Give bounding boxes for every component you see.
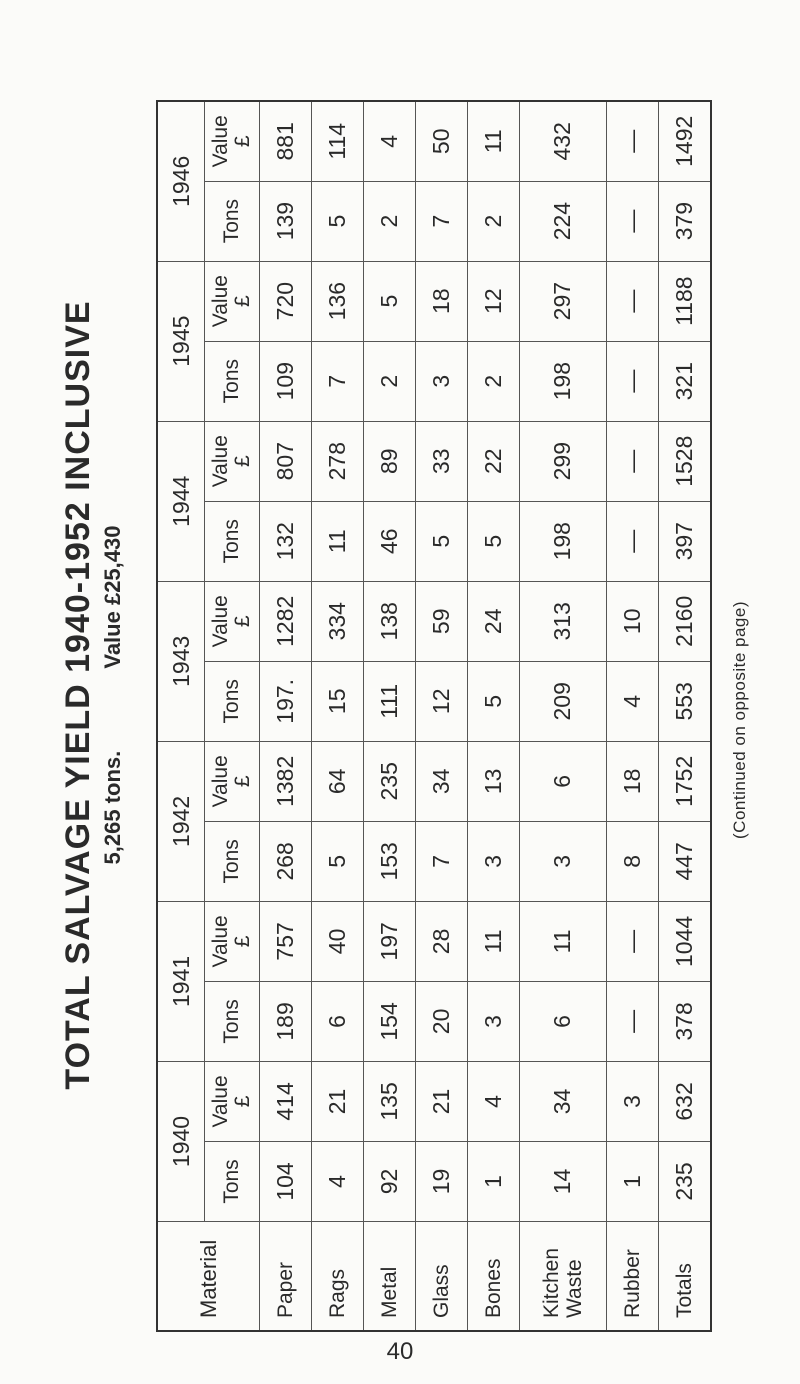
tons-cell: 92 [363, 1141, 415, 1221]
year-header-row [157, 101, 205, 1331]
tons-cell: 189 [260, 981, 312, 1061]
value-cell: 89 [363, 421, 415, 501]
tons-cell: 553 [658, 661, 711, 741]
tons-cell: 5 [467, 501, 519, 581]
year-header: 1945 [157, 261, 205, 421]
value-cell: 2160 [658, 581, 711, 661]
table-row [658, 101, 711, 1331]
value-cell: 114 [311, 101, 363, 181]
tons-cell: 198 [519, 341, 606, 421]
tons-cell: 2 [363, 341, 415, 421]
tons-cell: 5 [311, 821, 363, 901]
tons-cell: — [606, 981, 658, 1061]
tons-cell: 7 [415, 821, 467, 901]
tons-cell: 268 [260, 821, 312, 901]
table-row [467, 101, 519, 1331]
tons-cell: 1 [467, 1141, 519, 1221]
tons-cell: 4 [311, 1141, 363, 1221]
material-cell: Kitchen Waste [519, 1222, 606, 1332]
value-cell: 432 [519, 101, 606, 181]
tons-cell: 5 [311, 181, 363, 261]
material-cell: Glass [415, 1222, 467, 1332]
table-row [363, 101, 415, 1331]
tons-cell: 104 [260, 1141, 312, 1221]
tons-cell: — [606, 341, 658, 421]
tons-cell: 153 [363, 821, 415, 901]
value-cell: 297 [519, 261, 606, 341]
tons-header: Tons [205, 341, 260, 421]
value-header-label: Value [209, 755, 232, 808]
tons-cell: 2 [467, 181, 519, 261]
value-cell: 720 [260, 261, 312, 341]
value-cell: 22 [467, 421, 519, 501]
tons-cell: 198 [519, 501, 606, 581]
tons-cell: 139 [260, 181, 312, 261]
page-heading [58, 50, 130, 1340]
value-cell: 28 [415, 901, 467, 981]
value-cell: 757 [260, 901, 312, 981]
tons-cell: 111 [363, 661, 415, 741]
tons-header: Tons [205, 181, 260, 261]
value-cell: 5 [363, 261, 415, 341]
value-cell: 11 [467, 101, 519, 181]
value-cell: 1044 [658, 901, 711, 981]
tons-cell: 1 [606, 1141, 658, 1221]
tons-cell: 2 [363, 181, 415, 261]
value-unit: £ [231, 135, 254, 148]
value-cell: 21 [311, 1061, 363, 1141]
value-cell: 881 [260, 101, 312, 181]
table-row [415, 101, 467, 1331]
tons-cell: 2 [467, 341, 519, 421]
continued-note: (Continued on opposite page) [730, 601, 749, 839]
salvage-table-container [156, 100, 712, 1332]
tons-cell: 3 [467, 981, 519, 1061]
value-cell: 807 [260, 421, 312, 501]
tons-cell: 321 [658, 341, 711, 421]
value-cell: 138 [363, 581, 415, 661]
value-cell: 34 [519, 1061, 606, 1141]
tons-header: Tons [205, 501, 260, 581]
tons-cell: 3 [519, 821, 606, 901]
value-cell: 24 [467, 581, 519, 661]
value-cell: 6 [519, 741, 606, 821]
value-cell: 278 [311, 421, 363, 501]
year-header: 1946 [157, 101, 205, 261]
total-tons: 5,265 tons. [100, 750, 125, 865]
tons-cell: 12 [415, 661, 467, 741]
value-header-label: Value [209, 435, 232, 488]
value-cell: 334 [311, 581, 363, 661]
value-cell: 1282 [260, 581, 312, 661]
value-cell: 59 [415, 581, 467, 661]
value-unit: £ [231, 1095, 254, 1108]
year-header: 1940 [157, 1061, 205, 1221]
value-cell: 34 [415, 741, 467, 821]
value-cell: 3 [606, 1061, 658, 1141]
value-cell: 11 [519, 901, 606, 981]
material-header: Material [157, 1222, 260, 1332]
page-number: 40 [386, 1338, 414, 1365]
value-header [205, 421, 260, 501]
value-header-label: Value [209, 915, 232, 968]
tons-cell: 224 [519, 181, 606, 261]
tons-cell: 109 [260, 341, 312, 421]
value-header-label: Value [209, 115, 232, 168]
value-cell: 1752 [658, 741, 711, 821]
value-cell: 313 [519, 581, 606, 661]
value-header-label: Value [209, 1075, 232, 1128]
value-cell: 33 [415, 421, 467, 501]
value-unit: £ [231, 935, 254, 948]
value-header-label: Value [209, 595, 232, 648]
tons-cell: 11 [311, 501, 363, 581]
value-cell: 12 [467, 261, 519, 341]
tons-cell: 3 [467, 821, 519, 901]
tons-cell: 235 [658, 1141, 711, 1221]
tons-cell: 4 [606, 661, 658, 741]
year-header: 1941 [157, 901, 205, 1061]
material-cell: Totals [658, 1222, 711, 1332]
value-cell: — [606, 261, 658, 341]
tons-cell: 5 [415, 501, 467, 581]
value-cell: — [606, 901, 658, 981]
table-row [519, 101, 606, 1331]
value-cell: — [606, 421, 658, 501]
tons-cell: 3 [415, 341, 467, 421]
value-header [205, 741, 260, 821]
value-cell: 235 [363, 741, 415, 821]
value-cell: 4 [467, 1061, 519, 1141]
tons-cell: 19 [415, 1141, 467, 1221]
material-cell: Bones [467, 1222, 519, 1332]
tons-header: Tons [205, 661, 260, 741]
tons-header: Tons [205, 1141, 260, 1221]
table-row [260, 101, 312, 1331]
year-header: 1943 [157, 581, 205, 741]
tons-cell: 378 [658, 981, 711, 1061]
value-header [205, 581, 260, 661]
value-cell: 10 [606, 581, 658, 661]
material-cell: Metal [363, 1222, 415, 1332]
value-cell: 40 [311, 901, 363, 981]
table-row [311, 101, 363, 1331]
value-cell: 135 [363, 1061, 415, 1141]
value-cell: — [606, 101, 658, 181]
value-header [205, 101, 260, 181]
value-cell: 299 [519, 421, 606, 501]
value-cell: 197 [363, 901, 415, 981]
tons-header: Tons [205, 821, 260, 901]
tons-cell: — [606, 181, 658, 261]
tons-cell: 197. [260, 661, 312, 741]
tons-cell: 14 [519, 1141, 606, 1221]
year-header: 1944 [157, 421, 205, 581]
tons-cell: 46 [363, 501, 415, 581]
page-title: TOTAL SALVAGE YIELD 1940-1952 INCLUSIVE [59, 300, 97, 1090]
tons-cell: — [606, 501, 658, 581]
tons-cell: 154 [363, 981, 415, 1061]
value-cell: 136 [311, 261, 363, 341]
total-value: Value £25,430 [100, 525, 125, 669]
table-row [606, 101, 658, 1331]
continued-note-container [716, 130, 764, 1310]
tons-cell: 7 [415, 181, 467, 261]
value-unit: £ [231, 455, 254, 468]
tons-cell: 379 [658, 181, 711, 261]
value-cell: 1382 [260, 741, 312, 821]
tons-cell: 8 [606, 821, 658, 901]
value-header [205, 901, 260, 981]
value-cell: 18 [415, 261, 467, 341]
value-cell: 50 [415, 101, 467, 181]
value-unit: £ [231, 615, 254, 628]
value-cell: 18 [606, 741, 658, 821]
material-cell: Rags [311, 1222, 363, 1332]
value-header-label: Value [209, 275, 232, 328]
value-cell: 1528 [658, 421, 711, 501]
tons-cell: 209 [519, 661, 606, 741]
year-header: 1942 [157, 741, 205, 901]
value-cell: 1188 [658, 261, 711, 341]
tons-header: Tons [205, 981, 260, 1061]
value-header [205, 261, 260, 341]
table-body [260, 101, 712, 1331]
tons-cell: 6 [311, 981, 363, 1061]
value-cell: 21 [415, 1061, 467, 1141]
value-header [205, 1061, 260, 1141]
tons-cell: 15 [311, 661, 363, 741]
value-cell: 4 [363, 101, 415, 181]
tons-cell: 132 [260, 501, 312, 581]
value-unit: £ [231, 295, 254, 307]
value-cell: 64 [311, 741, 363, 821]
tons-cell: 7 [311, 341, 363, 421]
tons-cell: 5 [467, 661, 519, 741]
value-cell: 414 [260, 1061, 312, 1141]
value-cell: 1492 [658, 101, 711, 181]
tons-cell: 447 [658, 821, 711, 901]
salvage-table [156, 100, 712, 1332]
value-cell: 11 [467, 901, 519, 981]
value-cell: 632 [658, 1061, 711, 1141]
tons-cell: 20 [415, 981, 467, 1061]
value-cell: 13 [467, 741, 519, 821]
tons-cell: 397 [658, 501, 711, 581]
page-subtitle [98, 70, 128, 1320]
sub-header-row [205, 101, 260, 1331]
value-unit: £ [231, 775, 254, 788]
material-cell: Rubber [606, 1222, 658, 1332]
material-cell: Paper [260, 1222, 312, 1332]
tons-cell: 6 [519, 981, 606, 1061]
